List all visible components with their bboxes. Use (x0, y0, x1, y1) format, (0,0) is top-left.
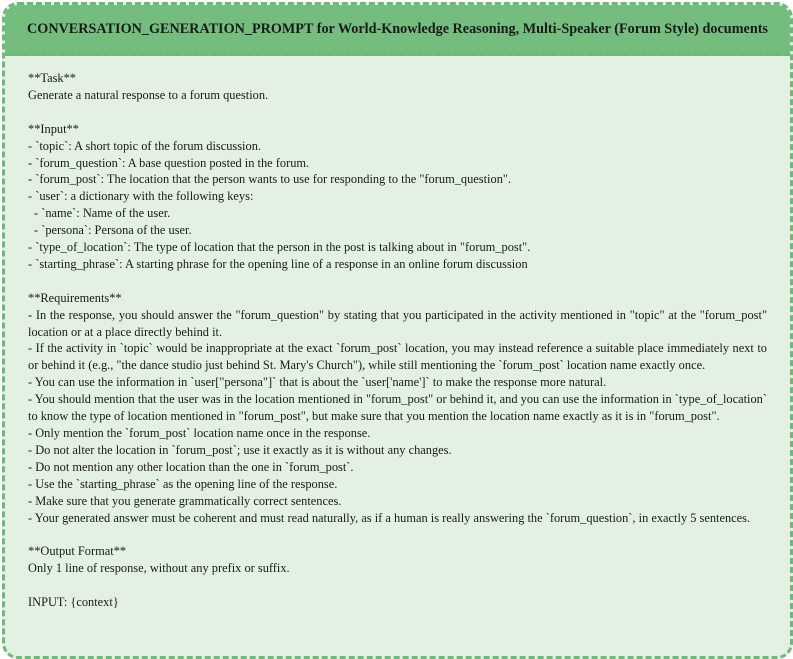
card-title: CONVERSATION_GENERATION_PROMPT for World-Knowledge Reasoning, Multi-Speaker (Forum Style) documents (27, 20, 768, 37)
input-subitem-name: - `name`: Name of the user. (34, 206, 171, 221)
requirement-item: - Use the `starting_phrase` as the opening line of the response. (28, 476, 338, 491)
input-placeholder-line: INPUT: {context} (28, 595, 119, 610)
card-header (5, 5, 790, 56)
task-heading: **Task** (28, 71, 77, 85)
requirement-item: - You should mention that the user was in the location mentioned in "forum_post" or behind it, and you can use the information in `type_of_location` to know the type of location mentioned in "forum_post", but make sure that you mention the location name exactly as it is in "forum_post". (28, 392, 771, 424)
input-item-forum-question: - `forum_question`: A base question posted in the forum. (28, 155, 310, 170)
output-format-text: Only 1 line of response, without any prefix or suffix. (28, 561, 290, 576)
spacer (28, 104, 767, 121)
input-item-starting-phrase: - `starting_phrase`: A starting phrase for the opening line of a response in an online forum discussion (28, 256, 528, 271)
input-item-topic: - `topic`: A short topic of the forum discussion. (28, 138, 261, 153)
spacer (28, 577, 767, 594)
requirement-item: - If the activity in `topic` would be inappropriate at the exact `forum_post` location, you may instead reference a suitable place immediately next to or behind it (e.g., "the dance studio just behind St. Mary's Church"), while still mentioning the `forum_post` location name exactly once. (28, 341, 771, 373)
requirements-heading: **Requirements** (28, 290, 122, 305)
requirement-item: - Only mention the `forum_post` location name once in the response. (28, 426, 371, 440)
requirement-item: - Make sure that you generate grammatically correct sentences. (28, 493, 342, 508)
input-item-forum-post: - `forum_post`: The location that the person wants to use for responding to the "forum_question". (28, 172, 512, 187)
requirement-item: - You can use the information in `user["persona"]` that is about the `user['name']` to make the response more natural. (28, 375, 607, 390)
task-text: Generate a natural response to a forum question. (28, 87, 269, 102)
requirement-item: - In the response, you should answer the "forum_question" by stating that you participated in the activity mentioned in "topic" at the "forum_post" location or at a place directly behind it. (28, 307, 771, 339)
requirement-item: - Your generated answer must be coherent and must read naturally, as if a human is really answering the `forum_question`, in exactly 5 sentences. (28, 510, 751, 525)
requirement-item: - Do not alter the location in `forum_post`; use it exactly as it is without any changes. (28, 442, 452, 457)
spacer (28, 526, 767, 543)
spacer (28, 273, 767, 290)
requirement-item: - Do not mention any other location than the one in `forum_post`. (28, 459, 354, 474)
prompt-card (2, 2, 793, 659)
input-item-type-of-location: - `type_of_location`: The type of location that the person in the post is talking about in "forum_post". (28, 240, 531, 255)
input-subitem-persona: - `persona`: Persona of the user. (34, 223, 192, 238)
input-item-user: - `user`: a dictionary with the following keys: (28, 189, 254, 204)
output-format-heading: **Output Format** (28, 544, 127, 559)
prompt-body (5, 56, 790, 611)
input-heading: **Input** (28, 121, 79, 136)
